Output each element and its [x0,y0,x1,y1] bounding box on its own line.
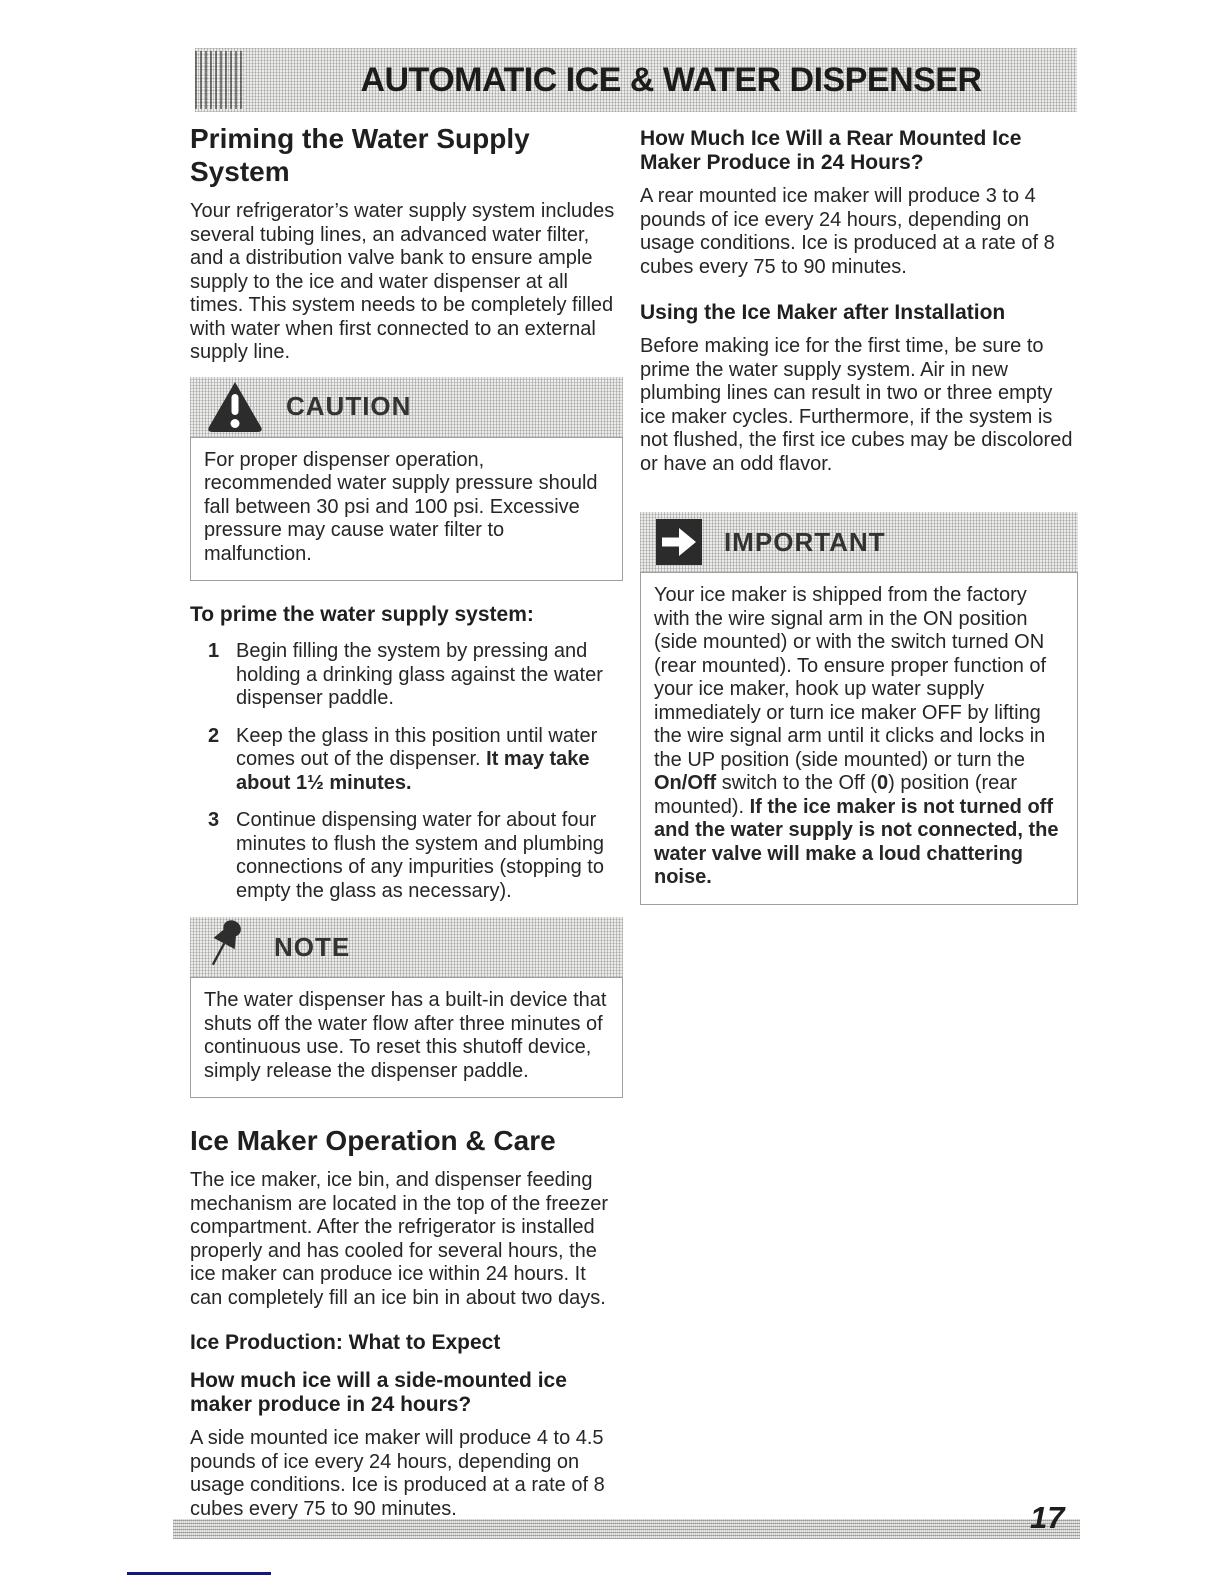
important-segment: ) position (rear mounted). [654,772,1018,818]
important-segment-bold: On/Off [654,772,717,794]
page-number: 17 [1030,1500,1065,1535]
important-segment-bold: If the ice maker is not turned off and the water supply is not connected, the water valve will make a loud chattering noise. [654,795,1059,888]
caution-body-text: For proper dispenser operation, recommended water supply pressure should fall between 30 psi and 100 psi. Excessive pressure may cause water filter to malfunction. [190,437,623,582]
note-label: NOTE [274,931,351,962]
banner-left-pattern [195,51,245,109]
priming-paragraph: Your refrigerator’s water supply system includes several tubing lines, an advanced water filter, and a distribution valve bank to ensure ample supply to the ice and water dispenser at all times. This system needs to be completely filled with water when first connected to an external supply line. [190,200,615,363]
heading-priming-water-supply: Priming the Water Supply System [190,123,530,187]
arrow-right-icon [656,519,702,565]
step-text: Begin filling the system by pressing and holding a drinking glass against the water dispenser paddle. [236,640,603,709]
pushpin-icon [206,918,252,980]
rear-mounted-answer-paragraph: A rear mounted ice maker will produce 3 to 4 pounds of ice every 24 hours, depending on usage conditions. Ice is produced at a rate of 8 cubes every 75 to 90 minutes. [640,185,1055,278]
heading-ice-production: Ice Production: What to Expect [190,1331,501,1354]
caution-box [190,377,623,582]
note-body-text: The water dispenser has a built-in device that shuts off the water flow after three minutes of continuous use. To reset this shutoff device, simply release the dispenser paddle. [190,977,623,1098]
list-item-step-2 [190,725,623,796]
important-segment: switch to the Off ( [716,772,878,794]
important-box [640,512,1078,905]
heading-using-ice-maker: Using the Ice Maker after Installation [640,301,1006,324]
note-header-bar [190,917,623,977]
prime-steps-intro: To prime the water supply system: [190,603,534,626]
step-text-bold: It may take about 1½ minutes. [236,748,590,794]
important-segment: Your ice maker is shipped from the factory with the wire signal arm in the ON position (side mounted) or with the switch turned ON (rear mounted). To ensure proper function of your ice maker, hook up water supply immediately or turn ice maker OFF by lifting the wire signal arm until it clicks and locks in the UP position (side mounted) or turn the [654,584,1047,771]
heading-side-mounted-question: How much ice will a side-mounted ice maker produce in 24 hours? [190,1369,567,1416]
important-body-text [640,572,1078,905]
step-number: 3 [208,809,220,831]
list-item-step-3 [190,809,623,903]
step-text [236,725,623,796]
content-columns [190,122,1078,1533]
page-title: AUTOMATIC ICE & WATER DISPENSER [360,60,982,99]
note-box [190,917,623,1098]
using-ice-maker-paragraph: Before making ice for the first time, be sure to prime the water supply system. Air in new plumbing lines can result in two or three empty ice maker cycles. Furthermore, if the system is not flushed, the first ice cubes may be discolored or have an odd flavor. [640,335,1073,475]
caution-header-bar [190,377,623,437]
heading-rear-mounted-question: How Much Ice Will a Rear Mounted Ice Maker Produce in 24 Hours? [640,127,1022,174]
section-banner [195,48,1077,112]
ice-maker-operation-paragraph: The ice maker, ice bin, and dispenser feeding mechanism are located in the top of the freezer compartment. After the refrigerator is installed properly and has cooled for several hours, the ice maker can produce ice within 24 hours. It can completely fill an ice bin in about two days. [190,1169,609,1309]
list-item-step-1 [190,640,623,711]
step-number: 2 [208,724,220,747]
important-label: IMPORTANT [724,526,886,557]
step-text-normal: Keep the glass in this position until water comes out of the dispenser. [236,724,598,770]
side-mounted-answer-paragraph: A side mounted ice maker will produce 4 to 4.5 pounds of ice every 24 hours, depending on usage conditions. Ice is produced at a rate of 8 cubes every 75 to 90 minutes. [190,1427,605,1520]
prime-steps-list [190,640,623,903]
important-header-bar [640,512,1078,572]
step-text: Continue dispensing water for about four minutes to flush the system and plumbing connections of any impurities (stopping to empty the glass as necessary). [236,809,604,902]
warning-triangle-icon [206,381,264,433]
footer-rule [173,1519,1080,1539]
important-segment-bold: 0 [877,772,889,794]
left-column [190,122,623,1533]
footer-underline [127,1572,271,1575]
step-number: 1 [208,640,220,662]
caution-label: CAUTION [286,391,412,421]
right-column [640,122,1078,1533]
heading-ice-maker-operation: Ice Maker Operation & Care [190,1125,556,1156]
